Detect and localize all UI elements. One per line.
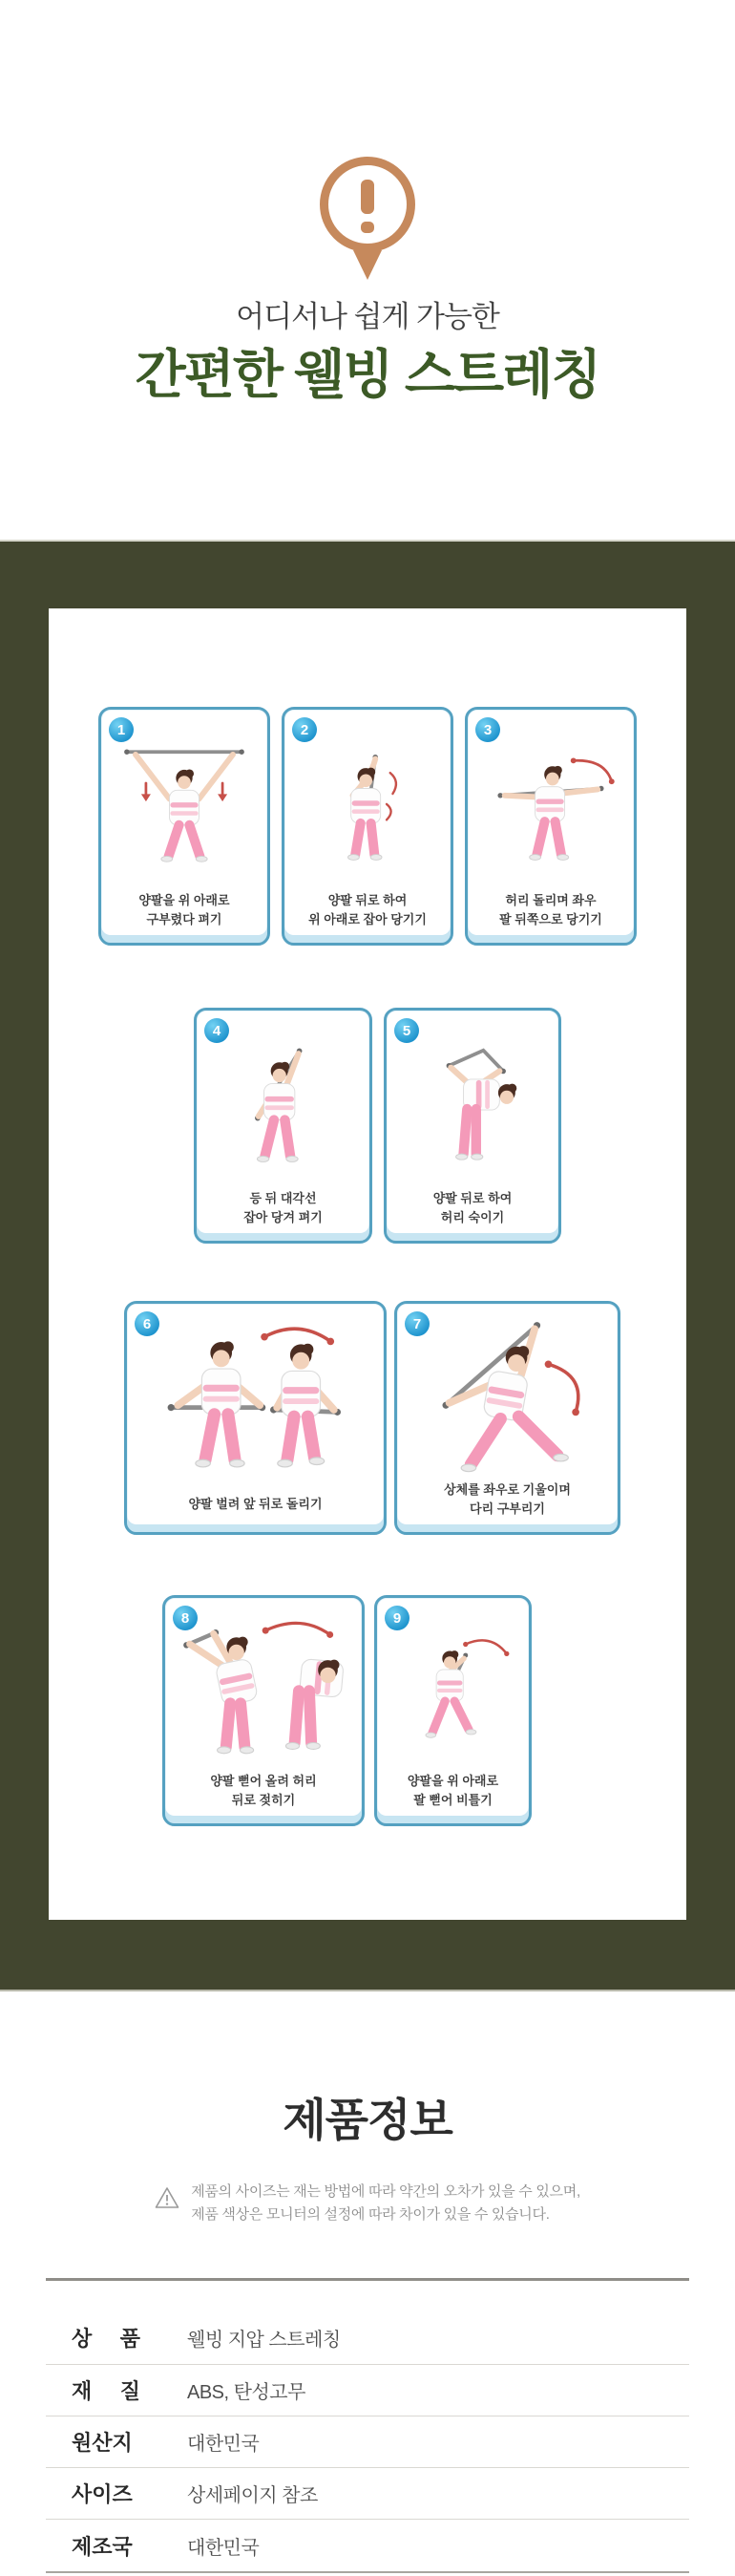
exercise-number-badge: 3: [475, 717, 500, 742]
spec-label: 제조국: [72, 2534, 133, 2559]
exercise-card: [194, 1008, 372, 1244]
warning-triangle-icon: [155, 2186, 179, 2214]
spec-label: 재 질: [72, 2379, 140, 2403]
exercise-card: [465, 707, 637, 946]
spec-row: [46, 2365, 689, 2416]
spec-row: [46, 2468, 689, 2520]
spec-value: 상세페이지 참조: [187, 2485, 318, 2506]
exercise-number-badge: 5: [394, 1018, 419, 1043]
exercise-caption: 상체를 좌우로 기울이며 다리 구부리기: [444, 1482, 571, 1516]
exercise-illustration: [170, 1604, 357, 1772]
exercise-caption: 양팔을 위 아래로 팔 뻗어 비틀기: [407, 1774, 499, 1807]
notice-text: 제품의 사이즈는 재는 방법에 따라 약간의 오차가 있을 수 있으며, 제품 색상은 모니터의 설정에 따라 차이가 있을 수 있습니다.: [191, 2183, 580, 2224]
intro-subtitle: 어디서나 쉽게 가능한: [236, 300, 499, 333]
exercise-card: [162, 1595, 365, 1826]
exercise-illustration: [201, 1016, 365, 1189]
exercise-illustration: [391, 1016, 554, 1189]
product-info-section: [0, 1991, 735, 2576]
spec-row: [46, 2520, 689, 2571]
exercise-illustration: [402, 1309, 613, 1480]
exercise-card: [374, 1595, 532, 1826]
exercise-caption: 허리 돌리며 좌우 팔 뒤쪽으로 당기기: [499, 893, 602, 926]
stretch-board-panel: [49, 608, 686, 1920]
size-notice: [0, 2181, 735, 2227]
spec-label: 원산지: [72, 2431, 133, 2455]
spec-label: 사이즈: [72, 2482, 133, 2506]
intro-title: 간편한 웰빙 스트레칭: [135, 345, 600, 404]
exercise-caption: 양팔 뻗어 올려 허리 뒤로 젖히기: [210, 1774, 317, 1807]
exercise-card: [124, 1301, 387, 1535]
exercise-number-badge: 9: [385, 1606, 410, 1630]
exercise-caption: 양팔을 위 아래로 구부렸다 펴기: [138, 893, 230, 926]
product-info-title: 제품정보: [283, 2095, 452, 2145]
exercise-illustration: [289, 715, 446, 891]
exercise-caption: 등 뒤 대각선 잡아 당겨 펴기: [243, 1191, 323, 1224]
exercise-illustration: [106, 715, 262, 891]
exercise-caption: 양팔 벌려 앞 뒤로 돌리기: [188, 1496, 323, 1511]
spec-value: ABS, 탄성고무: [187, 2382, 305, 2403]
spec-row: [46, 2416, 689, 2468]
stretch-board-section: [0, 540, 735, 1991]
exercise-card: [384, 1008, 561, 1244]
spec-row: [46, 2281, 689, 2365]
product-spec-table: [46, 2278, 689, 2573]
exercise-card: [394, 1301, 620, 1535]
exercise-number-badge: 8: [173, 1606, 198, 1630]
exercise-number-badge: 7: [405, 1311, 430, 1336]
spec-label: 상 품: [72, 2327, 140, 2351]
spec-value: 웰빙 지압 스트레칭: [187, 2330, 341, 2351]
exercise-number-badge: 4: [204, 1018, 229, 1043]
exercise-card: [282, 707, 453, 946]
intro-section: [0, 0, 735, 540]
exclamation-pin-icon: [310, 153, 425, 287]
exercise-illustration: [132, 1309, 379, 1480]
exercise-number-badge: 6: [135, 1311, 159, 1336]
exercise-caption: 양팔 뒤로 하여 허리 숙이기: [432, 1191, 513, 1224]
exercise-card: [98, 707, 270, 946]
exercise-number-badge: 2: [292, 717, 317, 742]
exercise-illustration: [382, 1604, 524, 1772]
spec-value: 대한민국: [187, 2434, 260, 2455]
spec-value: 대한민국: [187, 2537, 260, 2559]
exercise-illustration: [472, 715, 629, 891]
exercise-caption: 양팔 뒤로 하여 위 아래로 잡아 당기기: [308, 893, 427, 926]
exercise-number-badge: 1: [109, 717, 134, 742]
